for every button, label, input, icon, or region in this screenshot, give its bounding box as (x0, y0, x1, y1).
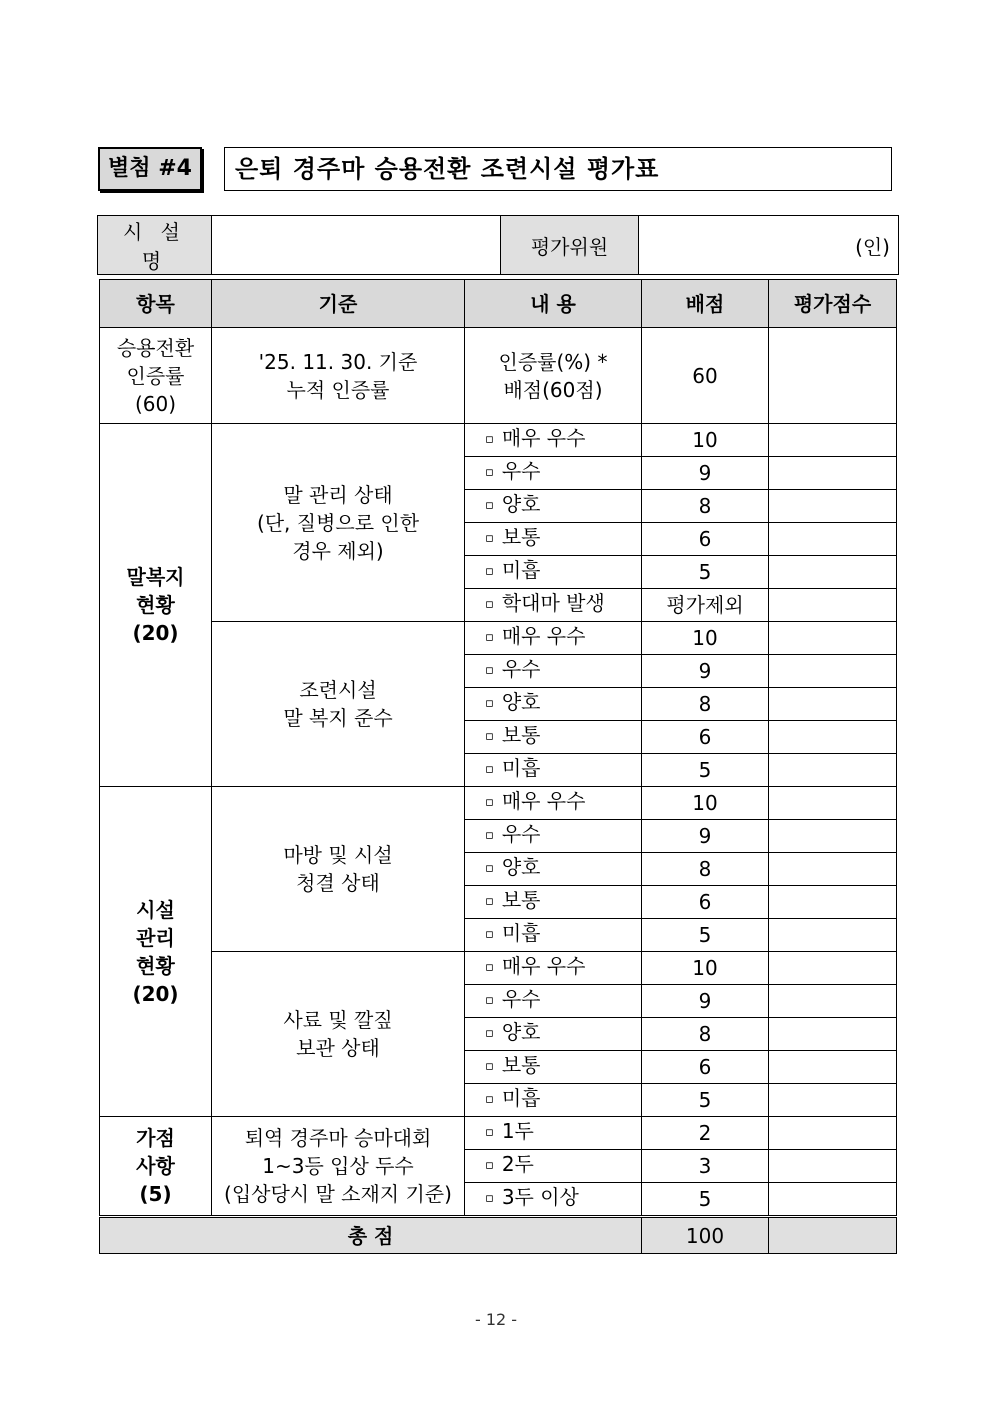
score-input-cell[interactable] (769, 589, 897, 622)
score-input-cell[interactable] (769, 754, 897, 787)
option-label: ▫ 3두 이상 (465, 1183, 642, 1217)
bullet-icon: ▫ (485, 993, 494, 1008)
bullet-icon: ▫ (485, 1026, 494, 1041)
score-input-cell[interactable] (769, 655, 897, 688)
option-points: 10 (642, 424, 769, 457)
score-input-cell[interactable] (769, 1183, 897, 1217)
bullet-icon: ▫ (485, 663, 494, 678)
page-title: 은퇴 경주마 승용전환 조련시설 평가표 (224, 147, 892, 191)
bullet-icon: ▫ (485, 465, 494, 480)
criterion-cell: 조련시설 말 복지 준수 (212, 622, 465, 787)
facility-label: 시 설 명 (98, 216, 212, 275)
category-cell: 승용전환 인증률 (60) (100, 328, 212, 424)
score-input-cell[interactable] (769, 820, 897, 853)
bullet-icon: ▫ (485, 531, 494, 546)
points-cell: 60 (642, 328, 769, 424)
criterion-cell: 사료 및 깔짚 보관 상태 (212, 952, 465, 1117)
content-cell: 인증률(%) * 배점(60점) (465, 328, 642, 424)
score-input-cell[interactable] (769, 787, 897, 820)
bullet-icon: ▫ (485, 597, 494, 612)
option-label: ▫ 2두 (465, 1150, 642, 1183)
score-input-cell[interactable] (769, 622, 897, 655)
option-points: 평가제외 (642, 589, 769, 622)
criterion-cell: 퇴역 경주마 승마대회 1~3등 입상 두수 (입상당시 말 소재지 기준) (212, 1117, 465, 1217)
option-points: 5 (642, 556, 769, 589)
option-label: ▫ 미흡 (465, 556, 642, 589)
score-input-cell[interactable] (769, 985, 897, 1018)
bullet-icon: ▫ (485, 960, 494, 975)
score-input-cell[interactable] (769, 457, 897, 490)
category-cell: 가점 사항 (5) (100, 1117, 212, 1217)
option-label: ▫ 보통 (465, 523, 642, 556)
option-label: ▫ 미흡 (465, 919, 642, 952)
score-input-cell[interactable] (769, 721, 897, 754)
option-label: ▫ 우수 (465, 655, 642, 688)
option-label: ▫ 양호 (465, 853, 642, 886)
option-label: ▫ 보통 (465, 721, 642, 754)
option-label: ▫ 미흡 (465, 754, 642, 787)
option-label: ▫ 우수 (465, 820, 642, 853)
option-points: 5 (642, 754, 769, 787)
option-label: ▫ 매우 우수 (465, 952, 642, 985)
criterion-cell: 마방 및 시설 청결 상태 (212, 787, 465, 952)
bullet-icon: ▫ (485, 729, 494, 744)
option-label: ▫ 매우 우수 (465, 424, 642, 457)
option-points: 6 (642, 523, 769, 556)
option-label: ▫ 1두 (465, 1117, 642, 1150)
bullet-icon: ▫ (485, 630, 494, 645)
option-points: 6 (642, 886, 769, 919)
bullet-icon: ▫ (485, 894, 494, 909)
bullet-icon: ▫ (485, 564, 494, 579)
seal-text: (인) (855, 234, 890, 259)
bullet-icon: ▫ (485, 795, 494, 810)
score-input-cell[interactable] (769, 688, 897, 721)
criterion-cell: 말 관리 상태 (단, 질병으로 인한 경우 제외) (212, 424, 465, 622)
bullet-icon: ▫ (485, 762, 494, 777)
bullet-icon: ▫ (485, 1158, 494, 1173)
option-points: 9 (642, 985, 769, 1018)
option-label: ▫ 매우 우수 (465, 622, 642, 655)
score-input-cell[interactable] (769, 523, 897, 556)
score-input-cell[interactable] (769, 328, 897, 424)
score-input-cell[interactable] (769, 886, 897, 919)
option-points: 9 (642, 457, 769, 490)
bullet-icon: ▫ (485, 432, 494, 447)
score-input-cell[interactable] (769, 1084, 897, 1117)
col-header: 배점 (642, 280, 769, 328)
option-points: 5 (642, 919, 769, 952)
col-header: 평가점수 (769, 280, 897, 328)
evaluator-label: 평가위원 (501, 216, 639, 275)
score-input-cell[interactable] (769, 424, 897, 457)
score-input-cell[interactable] (769, 1018, 897, 1051)
option-label: ▫ 매우 우수 (465, 787, 642, 820)
col-header: 항목 (100, 280, 212, 328)
option-label: ▫ 미흡 (465, 1084, 642, 1117)
col-header: 내 용 (465, 280, 642, 328)
appendix-tag: 별첨 #4 (98, 147, 202, 191)
bullet-icon: ▫ (485, 498, 494, 513)
option-points: 2 (642, 1117, 769, 1150)
option-points: 8 (642, 688, 769, 721)
bullet-icon: ▫ (485, 828, 494, 843)
bullet-icon: ▫ (485, 1059, 494, 1074)
facility-field[interactable] (212, 216, 501, 275)
bullet-icon: ▫ (485, 1092, 494, 1107)
option-label: ▫ 보통 (465, 886, 642, 919)
option-points: 10 (642, 787, 769, 820)
option-points: 8 (642, 1018, 769, 1051)
option-label: ▫ 양호 (465, 490, 642, 523)
option-label: ▫ 보통 (465, 1051, 642, 1084)
score-input-cell[interactable] (769, 919, 897, 952)
option-points: 8 (642, 490, 769, 523)
option-label: ▫ 학대마 발생 (465, 589, 642, 622)
category-cell: 말복지 현황 (20) (100, 424, 212, 787)
bullet-icon: ▫ (485, 696, 494, 711)
category-cell: 시설 관리 현황 (20) (100, 787, 212, 1117)
info-table (97, 215, 899, 275)
bullet-icon: ▫ (485, 861, 494, 876)
evaluator-field[interactable] (639, 216, 899, 275)
option-points: 10 (642, 622, 769, 655)
total-score-cell[interactable] (769, 1217, 897, 1254)
col-header: 기준 (212, 280, 465, 328)
option-points: 6 (642, 1051, 769, 1084)
score-input-cell[interactable] (769, 952, 897, 985)
bullet-icon: ▫ (485, 1125, 494, 1140)
bullet-icon: ▫ (485, 927, 494, 942)
option-points: 8 (642, 853, 769, 886)
option-points: 5 (642, 1183, 769, 1217)
criterion-cell: '25. 11. 30. 기준 누적 인증률 (212, 328, 465, 424)
option-points: 9 (642, 820, 769, 853)
option-points: 6 (642, 721, 769, 754)
option-points: 3 (642, 1150, 769, 1183)
option-label: ▫ 우수 (465, 985, 642, 1018)
option-points: 5 (642, 1084, 769, 1117)
option-label: ▫ 양호 (465, 1018, 642, 1051)
bullet-icon: ▫ (485, 1191, 494, 1206)
option-points: 10 (642, 952, 769, 985)
score-input-cell[interactable] (769, 1117, 897, 1150)
page-number: - 12 - (474, 1310, 518, 1329)
score-input-cell[interactable] (769, 853, 897, 886)
option-points: 9 (642, 655, 769, 688)
score-input-cell[interactable] (769, 1150, 897, 1183)
score-input-cell[interactable] (769, 1051, 897, 1084)
evaluation-table (99, 279, 897, 1254)
option-label: ▫ 우수 (465, 457, 642, 490)
total-label: 총 점 (100, 1217, 642, 1254)
score-input-cell[interactable] (769, 556, 897, 589)
option-label: ▫ 양호 (465, 688, 642, 721)
total-points: 100 (642, 1217, 769, 1254)
score-input-cell[interactable] (769, 490, 897, 523)
